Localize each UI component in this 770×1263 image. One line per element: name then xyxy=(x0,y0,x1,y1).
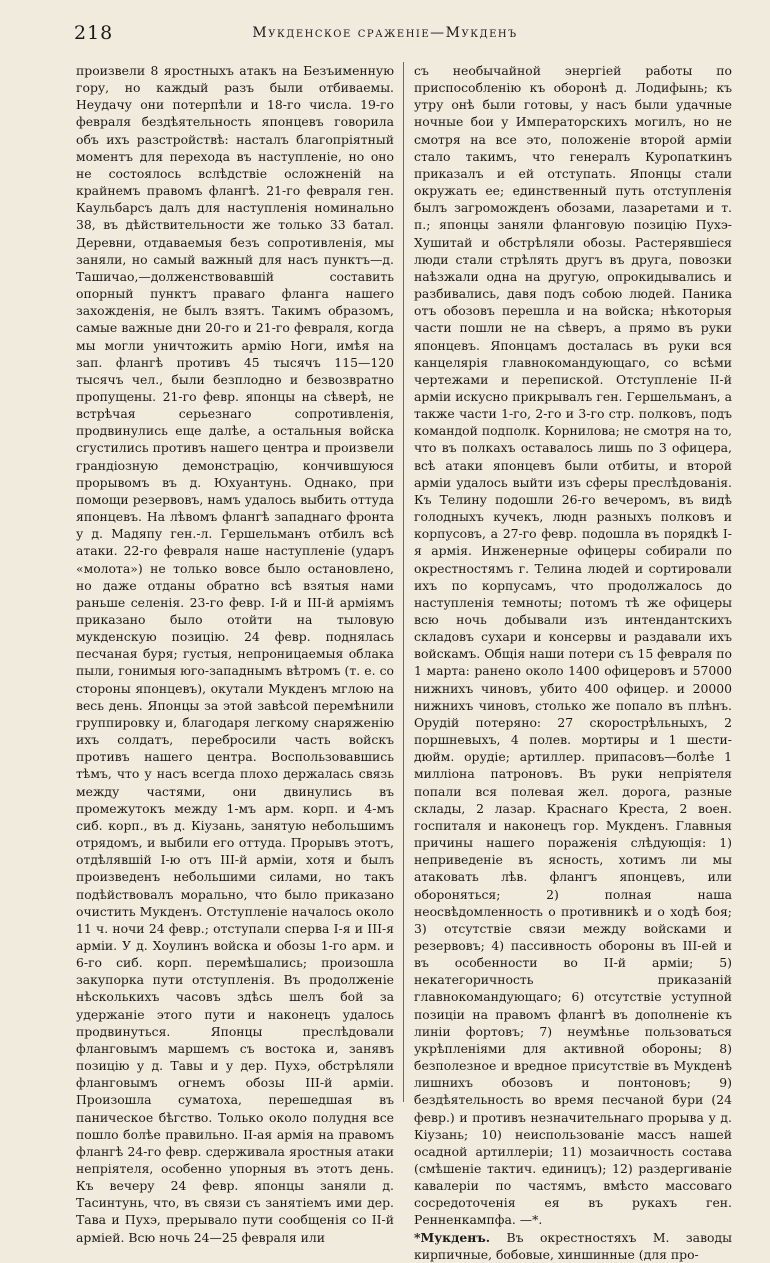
left-column xyxy=(76,62,394,1245)
encyclopedia-entry xyxy=(414,1229,732,1263)
entry-title: *Мукденъ. xyxy=(414,1229,491,1245)
text-columns xyxy=(76,62,732,1262)
page-header xyxy=(38,22,732,48)
column-divider xyxy=(403,62,404,1102)
right-column-text: съ необычайной энергіей работы по приспособленію къ оборонѣ д. Лодифынь; къ утру онѣ были готовы, у насъ были удачные ночные бои у Императорскихъ могилъ, но не смотря на все это, положеніе второй арміи стало такимъ, что генералъ Куропаткинъ приказалъ и ей отступать. Японцы стали окружать ее; единственный путь отступленія былъ загроможденъ обозами, лазаретами и т. п.; японцы заняли фланговую позицію Пухэ-Хушитай и обстрѣляли обозы. Растерявшіеся люди стали стрѣлять другъ въ друга, повозки наѣзжали одна на другую, опрокидывались и разбивались, давя подъ собою людей. Паника отъ обозовъ перешла и на войска; нѣкоторыя части пошли не на сѣверъ, а прямо въ руки японцевъ. Японцамъ досталась въ руки вся канцелярія главнокомандующаго, со всѣми чертежами и перепиской. Отступленіе II-й арміи искусно прикрывалъ ген. Гершельманъ, а также части 1-го, 2-го и 3-го стр. полковъ, подъ командой подполк. Корнилова; не смотря на то, что въ полкахъ оставалось лишь по 3 офицера, всѣ атаки японцевъ были отбиты, и второй арміи удалось выйти изъ сферы преслѣдованія. Къ Телину подошли 26-го вечеромъ, въ видѣ голодныхъ кучекъ, людн разныхъ полковъ и корпусовъ, а 27-го февр. подошла въ порядкѣ I-я армія. Инженерные офицеры собирали по окрестностямъ г. Телина людей и сортировали ихъ по корпусамъ, что продолжалось до наступленія темноты; потомъ тѣ же офицеры всю ночь добывали изъ интендантскихъ складовъ сухари и консервы и раздавали ихъ войскамъ. Общія наши потери съ 15 февраля по 1 марта: ранено около 1400 офицеровъ и 57000 нижнихъ чиновъ, убито 400 офицер. и 20000 нижнихъ чиновъ, столько же попало въ плѣнъ. Орудій потеряно: 27 скорострѣльныхъ, 2 поршневыхъ, 4 полев. мортиры и 1 шести-дюйм. орудіе; артиллер. припасовъ—болѣе 1 милліона патроновъ. Въ руки непріятеля попали вся полевая жел. дорога, разные склады, 2 лазар. Краснаго Креста, 2 воен. госпиталя и наконецъ гор. Мукденъ. Главныя причины нашего пораженія слѣдующія: 1) неприведеніе въ ясность, хотимъ ли мы атаковать лѣв. флангъ японцевъ, или обороняться; 2) полная наша неосвѣдомленность о противникѣ и о ходѣ боя; 3) отсутствіе связи между войсками и резервовъ; 4) пассивность обороны въ III-ей и въ особенности во II-й арміи; 5) некатегоричность приказаній главнокомандующаго; 6) отсутствіе уступной позиціи на правомъ флангѣ въ дополненіе къ линіи фортовъ; 7) неумѣнье пользоваться укрѣпленіями для активной обороны; 8) безполезное и вредное присутствіе въ Мукденѣ лишнихъ обозовъ и понтоновъ; 9) бездѣятельность во время песчаной бури (24 февр.) и противъ незначительнаго прорыва у д. Кіузань; 10) неиспользованіе массъ нашей осадной артиллеріи; 11) мозаичность состава (смѣшеніе тактич. единицъ); 12) раздергиваніе кавалеріи по частямъ, вмѣсто массоваго сосредоточенія ея въ рукахъ ген. Ренненкампфа. —*. xyxy=(414,63,732,1228)
running-head: Мукденское сраженіе—Мукденъ xyxy=(252,25,518,41)
entry-text: Въ окрестностяхъ М. заводы кирпичные, бобовые, хиншинные (для про- xyxy=(414,1229,732,1262)
page-number: 218 xyxy=(74,22,114,44)
right-column xyxy=(414,62,732,1262)
left-column-text: произвели 8 яростныхъ атакъ на Безъименную гору, но каждый разъ были отбиваемы. Неудачу они потерпѣли и 18-го числа. 19-го февраля бездѣятельность японцевъ говорила объ ихъ разстройствѣ: насталъ благопріятный моментъ для перехода въ наступленіе, но оно не состоялось вслѣдствіе осложненій на крайнемъ правомъ флангѣ. 21-го февраля ген. Каульбарсъ далъ для наступленія номинально 38, въ дѣйствительности же только 33 батал. Деревни, отдаваемыя безъ сопротивленія, мы заняли, но самый важный для насъ пунктъ—д. Ташичао,—долженствовавшій составить опорный пунктъ праваго фланга нашего захожденія, не былъ взятъ. Такимъ образомъ, самые важные дни 20-го и 21-го февраля, когда мы могли уничтожить армію Ноги, имѣя на зап. флангѣ противъ 45 тысячъ 115—120 тысячъ чел., были безплодно и безвозвратно пропущены. 21-го февр. японцы на сѣверѣ, не встрѣчая серьезнаго сопротивленія, продвинулись еще далѣе, а остальныя войска сгустились противъ нашего центра и произвели грандіозную демонстрацію, кончившуюся прорывомъ въ д. Юхуантунь. Однако, при помощи резервовъ, намъ удалось выбить оттуда японцевъ. На лѣвомъ флангѣ западнаго фронта у д. Мадяпу ген.-л. Гершельманъ отбилъ всѣ атаки. 22-го февраля наше наступленіе (ударъ «молота») не только вовсе было остановлено, но даже отданы обратно всѣ взятыя нами раньше селенія. 23-го февр. I-й и III-й арміямъ приказано было отойти на тыловую мукденскую позицію. 24 февр. поднялась песчаная буря; густыя, непроницаемыя облака пыли, гонимыя юго-западнымъ вѣтромъ (т. е. со стороны японцевъ), окутали Мукденъ мглою на весь день. Японцы за этой завѣсой перемѣнили группировку и, благодаря легкому снаряженію ихъ солдатъ, перебросили часть войскъ противъ нашего центра. Воспользовавшись тѣмъ, что у насъ всегда плохо держалась связь между частями, они двинулись въ промежутокъ между 1-мъ арм. корп. и 4-мъ сиб. корп., въ д. Кіузань, занятую небольшимъ отрядомъ, и выбили его оттуда. Прорывъ этотъ, отдѣлявшій I-ю отъ III-й арміи, хотя и былъ произведенъ небольшими силами, но такъ подѣйствовалъ морально, что было приказано очистить Мукденъ. Отступленіе началось около 11 ч. ночи 24 февр.; отступали сперва I-я и III-я арміи. У д. Хоулинъ войска и обозы 1-го арм. и 6-го сиб. корп. перемѣшались; произошла закупорка пути отступленія. Въ продолженіе нѣсколькихъ часовъ здѣсь шелъ бой за удержаніе этого пути и наконецъ удалось продвинуться. Японцы преслѣдовали фланговымъ маршемъ съ востока и, занявъ позицію у д. Тавы и у дер. Пухэ, обстрѣляли фланговымъ огнемъ обозы III-й арміи. Произошла суматоха, перешедшая въ паническое бѣгство. Только около полудня все пошло болѣе правильно. II-ая армія на правомъ флангѣ 24-го февр. сдерживала яростныя атаки непріятеля, особенно упорныя въ этотъ день. Къ вечеру 24 февр. японцы заняли д. Тасинтунь, что, въ связи съ занятіемъ ими дер. Тава и Пухэ, прерывало пути сообщенія со II-й арміей. Всю ночь 24—25 февраля или xyxy=(76,63,394,1245)
